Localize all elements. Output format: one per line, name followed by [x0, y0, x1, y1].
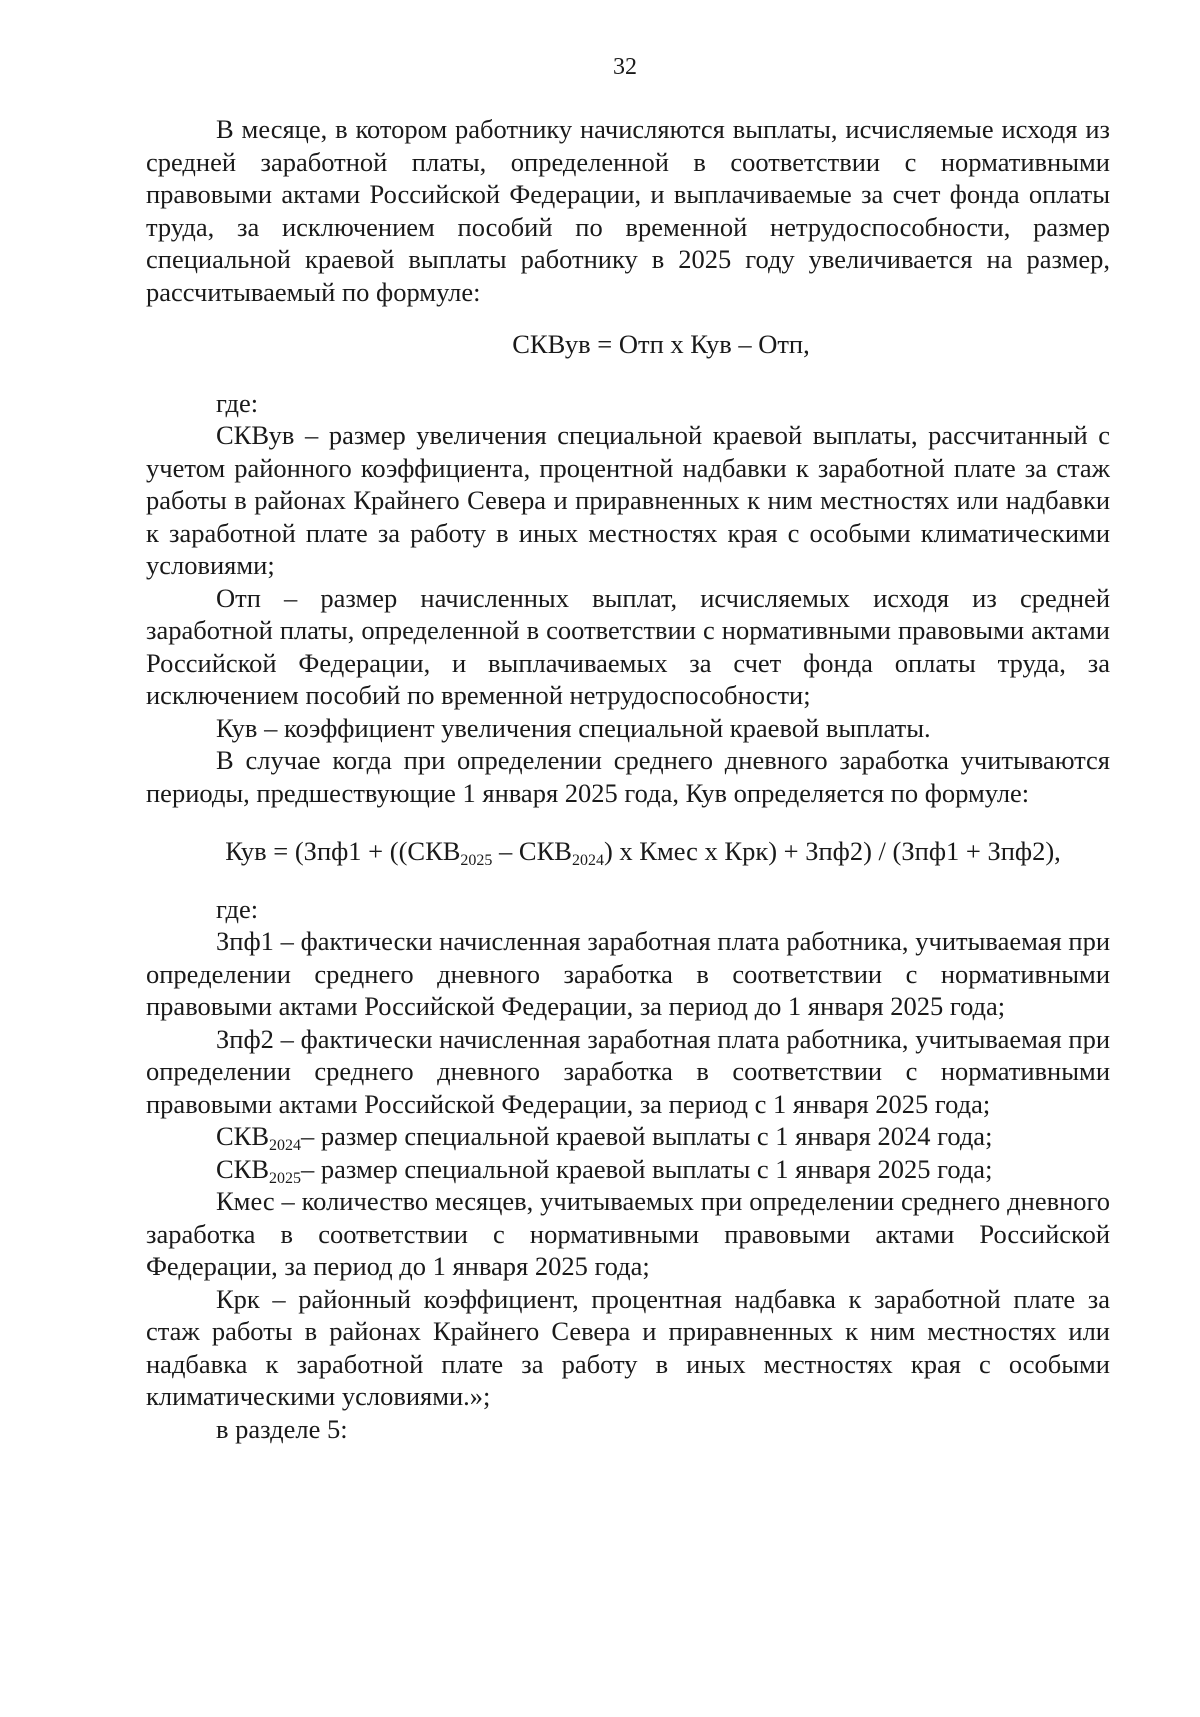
where-label-2: где: — [216, 893, 259, 924]
definition-kuv: Кув – коэффициент увеличения специальной краевой выплаты. — [216, 712, 931, 743]
page-number: 32 — [613, 54, 637, 80]
formula-kuv-sub-2025: 2025 — [460, 852, 493, 869]
formula-kuv-sub-2024: 2024 — [571, 852, 604, 869]
formula-kuv-part-a: Кув = (Зпф1 + ((СКВ — [225, 836, 461, 866]
definition-krk: Крк – районный коэффициент, процентная надбавка к заработной плате за стаж работы в районах Крайнего Севера и приравненных к ним местностях или надбавка к заработной плате за работу в иных местностях края с особыми климатическими условиями.»; — [146, 1283, 1110, 1411]
formula-kuv-part-b: – СКВ — [492, 836, 572, 866]
formula-skvuv: СКВув = Отп х Кув – Отп, — [512, 329, 810, 359]
definition-kmes: Кмес – количество месяцев, учитываемых при определении среднего дневного заработка в соответствии с нормативными правовыми актами Российской Федерации, за период до 1 января 2025 года; — [146, 1186, 1110, 1281]
definition-zpf2: Зпф2 – фактически начисленная заработная плата работника, учитываемая при определении среднего дневного заработка в соответствии с нормативными правовыми актами Российской Федерации, за период с 1 января 2025 года; — [146, 1023, 1110, 1119]
skv-symbol: СКВ — [216, 1153, 270, 1184]
where-label-1: где: — [216, 387, 259, 418]
definition-otp: Отп – размер начисленных выплат, исчисляемых исходя из средней заработной платы, определенной в соответствии с нормативными правовыми актами Российской Федерации, и выплачиваемых за счет фонда оплаты труда, за исключением пособий по временной нетрудоспособности; — [146, 582, 1110, 710]
formula-kuv-part-c: ) х Кмес х Крк) + Зпф2) / (Зпф1 + Зпф2), — [603, 836, 1061, 866]
formula-kuv — [146, 835, 1110, 868]
definition-skvuv: СКВув – размер увеличения специальной краевой выплаты, рассчитанный с учетом районного коэффициента, процентной надбавки к заработной плате за стаж работы в районах Крайнего Севера и приравненных к ним местностях или надбавки к заработной плате за работу в иных местностях края с особыми климатическими условиями; — [146, 420, 1110, 580]
skv-symbol: СКВ — [216, 1121, 270, 1151]
skv-sub-2025: 2025 — [269, 1169, 302, 1187]
definition-zpf1: Зпф1 – фактически начисленная заработная плата работника, учитываемая при определении среднего дневного заработка в соответствии с нормативными правовыми актами Российской Федерации, за период до 1 января 2025 года; — [146, 926, 1110, 1021]
definition-skv2024 — [146, 1120, 1110, 1153]
intro-paragraph: В месяце, в котором работнику начисляются выплаты, исчисляемые исходя из средней заработной платы, определенной в соответствии с нормативными правовыми актами Российской Федерации, и выплачиваемые за счет фонда оплаты труда, за исключением пособий по временной нетрудоспособности, размер специальной краевой выплаты работнику в 2025 году увеличивается на размер, рассчитываемый по формуле: — [146, 114, 1110, 307]
definition-skv2024-text: – размер специальной краевой выплаты с 1 января 2024 года; — [301, 1121, 993, 1151]
skv-sub-2024: 2024 — [269, 1137, 302, 1154]
document-body — [146, 113, 1110, 1445]
definition-skv2025 — [146, 1153, 1110, 1186]
definition-skv2025-text: – размер специальной краевой выплаты с 1 января 2025 года; — [301, 1153, 993, 1184]
case-paragraph: В случае когда при определении среднего дневного заработка учитываются периоды, предшествующие 1 января 2025 года, Кув определяется по формуле: — [146, 745, 1110, 808]
section-5-label: в разделе 5: — [216, 1413, 348, 1444]
